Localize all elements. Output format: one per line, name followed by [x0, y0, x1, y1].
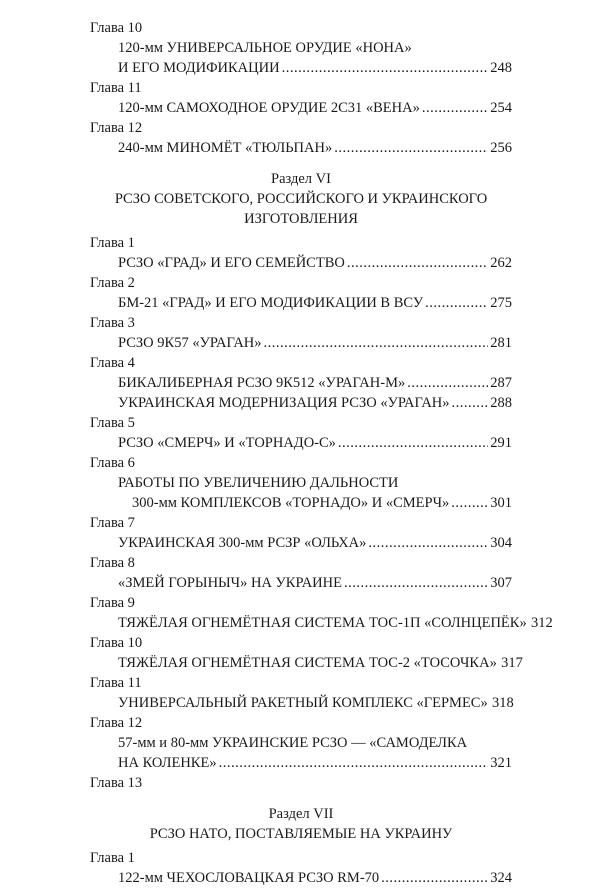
chapter-label: Глава 13 — [90, 775, 143, 791]
entry-title: УНИВЕРСАЛЬНЫЙ РАКЕТНЫЙ КОМПЛЕКС «ГЕРМЕС» — [118, 695, 488, 711]
dot-leader — [344, 573, 488, 593]
toc-chapter — [90, 78, 512, 118]
page-number: 281 — [490, 335, 512, 351]
chapter-label: Глава 8 — [90, 555, 135, 571]
toc-chapter — [90, 773, 512, 793]
dot-leader — [347, 253, 488, 273]
dot-leader — [338, 433, 488, 453]
toc-entry[interactable] — [90, 333, 512, 353]
toc-chapter — [90, 118, 512, 158]
entry-title: ТЯЖЁЛАЯ ОГНЕМЁТНАЯ СИСТЕМА ТОС-1П «СОЛНЦЕПЁК» — [118, 615, 527, 631]
toc-entry[interactable] — [90, 533, 512, 553]
entry-title: БМ-21 «ГРАД» И ЕГО МОДИФИКАЦИИ В ВСУ — [118, 295, 424, 311]
dot-leader — [452, 393, 488, 413]
toc-chapter — [90, 353, 512, 393]
toc-entry[interactable] — [90, 573, 512, 593]
page-number: 312 — [530, 615, 553, 631]
section-label: Раздел VI — [271, 171, 331, 187]
dot-leader — [381, 868, 488, 888]
page-number: 256 — [490, 140, 512, 156]
chapter-label: Глава 1 — [90, 235, 135, 251]
page-number: 304 — [490, 535, 512, 551]
dot-leader — [334, 138, 488, 158]
page-number: 291 — [490, 435, 512, 451]
toc-entry[interactable] — [90, 38, 512, 78]
toc-chapter — [90, 848, 512, 888]
section-heading — [90, 169, 512, 229]
dot-leader — [422, 98, 488, 118]
chapter-label: Глава 11 — [90, 675, 142, 691]
toc-entry[interactable] — [90, 433, 512, 453]
page-number: 262 — [490, 255, 512, 271]
page-number: 287 — [490, 375, 512, 391]
entry-title: 57-мм и 80-мм УКРАИНСКИЕ РСЗО — «САМОДЕЛКА — [118, 735, 468, 751]
toc-chapter — [90, 273, 512, 313]
chapter-label: Глава 1 — [90, 850, 135, 866]
chapter-label: Глава 6 — [90, 455, 135, 471]
page-number: 318 — [491, 695, 514, 711]
section-title: РСЗО НАТО, ПОСТАВЛЯЕМЫЕ НА УКРАИНУ — [149, 826, 453, 842]
chapter-label: Глава 11 — [90, 80, 142, 96]
toc-chapter — [90, 553, 512, 593]
toc-entry[interactable] — [90, 253, 512, 273]
dot-leader — [219, 753, 488, 773]
chapter-label: Глава 10 — [90, 635, 143, 651]
entry-title: 122-мм ЧЕХОСЛОВАЦКАЯ РСЗО RM-70 — [118, 870, 380, 886]
section-title: РСЗО СОВЕТСКОГО, РОССИЙСКОГО И УКРАИНСКОГО ИЗГОТОВЛЕНИЯ — [114, 191, 488, 227]
entry-title: 240-мм МИНОМЁТ «ТЮЛЬПАН» — [118, 140, 333, 156]
page-number: 275 — [490, 295, 512, 311]
toc-entry[interactable] — [90, 868, 512, 888]
entry-title: БИКАЛИБЕРНАЯ РСЗО 9К512 «УРАГАН-М» — [118, 375, 406, 391]
entry-title: 120-мм САМОХОДНОЕ ОРУДИЕ 2С31 «ВЕНА» — [118, 100, 420, 116]
toc-entry[interactable] — [90, 473, 512, 513]
entry-title: УКРАИНСКАЯ 300-мм РСЗР «ОЛЬХА» — [118, 535, 367, 551]
toc-entry[interactable] — [90, 733, 512, 773]
toc-entry[interactable] — [90, 293, 512, 313]
chapter-label: Глава 9 — [90, 595, 135, 611]
toc-chapter — [90, 713, 512, 773]
dot-leader — [368, 533, 488, 553]
section-heading — [90, 804, 512, 844]
entry-title: РСЗО «СМЕРЧ» И «ТОРНАДО-С» — [118, 435, 336, 451]
toc-chapter — [90, 233, 512, 273]
toc-chapter — [90, 18, 512, 78]
entry-title: И ЕГО МОДИФИКАЦИИ — [118, 60, 280, 76]
toc-chapter — [90, 673, 512, 713]
entry-title: ТЯЖЁЛАЯ ОГНЕМЁТНАЯ СИСТЕМА ТОС-2 «ТОСОЧКА» — [118, 655, 497, 671]
dot-leader — [425, 293, 488, 313]
toc-entry[interactable] — [90, 653, 523, 673]
chapter-label: Глава 12 — [90, 715, 143, 731]
page-number: 321 — [490, 755, 512, 771]
toc-entry[interactable] — [90, 613, 553, 633]
toc-entry[interactable] — [90, 138, 512, 158]
chapter-label: Глава 3 — [90, 315, 135, 331]
page-number: 301 — [490, 495, 512, 511]
toc-entry[interactable] — [90, 393, 512, 413]
entry-title: НА КОЛЕНКЕ» — [118, 755, 217, 771]
dot-leader — [407, 373, 488, 393]
chapter-label: Глава 2 — [90, 275, 135, 291]
dot-leader — [264, 333, 488, 353]
page-number: 324 — [490, 870, 512, 886]
toc-column — [90, 18, 553, 888]
toc-entry[interactable] — [90, 693, 512, 713]
dot-leader — [451, 493, 488, 513]
page-number: 254 — [490, 100, 512, 116]
entry-title: РСЗО «ГРАД» И ЕГО СЕМЕЙСТВО — [118, 255, 345, 271]
toc-chapter — [90, 393, 512, 413]
toc-chapter — [90, 413, 512, 453]
page-number: 288 — [490, 395, 512, 411]
entry-title: 120-мм УНИВЕРСАЛЬНОЕ ОРУДИЕ «НОНА» — [118, 40, 412, 56]
dot-leader — [282, 58, 488, 78]
toc-entry[interactable] — [90, 98, 512, 118]
toc-chapter — [90, 453, 512, 513]
chapter-label: Глава 5 — [90, 415, 135, 431]
toc-chapter — [90, 593, 553, 633]
chapter-label: Глава 7 — [90, 515, 135, 531]
entry-title: УКРАИНСКАЯ МОДЕРНИЗАЦИЯ РСЗО «УРАГАН» — [118, 395, 450, 411]
chapter-label: Глава 12 — [90, 120, 143, 136]
chapter-label: Глава 10 — [90, 20, 143, 36]
entry-title: «ЗМЕЙ ГОРЫНЫЧ» НА УКРАИНЕ — [118, 575, 342, 591]
page-number: 307 — [490, 575, 512, 591]
entry-title: 300-мм КОМПЛЕКСОВ «ТОРНАДО» И «СМЕРЧ» — [132, 495, 450, 511]
toc-chapter — [90, 313, 512, 353]
entry-title: РСЗО 9К57 «УРАГАН» — [118, 335, 262, 351]
toc-entry[interactable] — [90, 373, 512, 393]
toc-chapter — [90, 513, 512, 553]
chapter-label: Глава 4 — [90, 355, 135, 371]
toc-chapter — [90, 633, 523, 673]
entry-title: РАБОТЫ ПО УВЕЛИЧЕНИЮ ДАЛЬНОСТИ — [118, 475, 399, 491]
section-label: Раздел VII — [268, 806, 334, 822]
page-number: 248 — [490, 60, 512, 76]
page-number: 317 — [501, 655, 523, 671]
